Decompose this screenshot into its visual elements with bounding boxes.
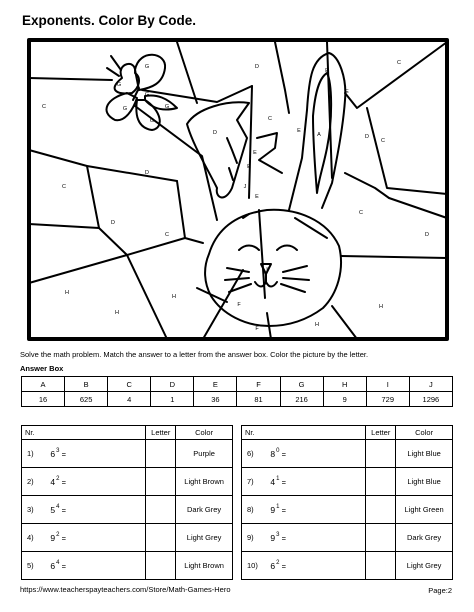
color-name: Light Blue (396, 468, 453, 496)
region-letter: C (268, 116, 272, 122)
region-line (29, 255, 127, 283)
expression-equals: = (61, 533, 66, 543)
expression-base: 8 (270, 448, 276, 459)
color-name: Light Blue (396, 440, 453, 468)
region-letter: D (111, 220, 115, 226)
region-letter: E (325, 68, 329, 74)
problem-row (242, 496, 453, 524)
region-line (99, 228, 167, 339)
region-letter: H (315, 322, 319, 328)
color-name: Dark Grey (176, 496, 233, 524)
problem-table-left (21, 425, 233, 580)
expression-equals: = (61, 561, 66, 571)
letter-answer-cell[interactable] (146, 524, 176, 552)
answer-letter-cell: B (65, 377, 108, 392)
expression-exponent: 1 (276, 475, 280, 482)
region-letter: D (255, 64, 259, 70)
problem-number: 1) (22, 440, 51, 468)
region-line (29, 150, 177, 181)
coloring-picture (27, 38, 449, 341)
region-line (29, 78, 112, 80)
expression-exponent: 4 (56, 559, 60, 566)
expression-exponent: 4 (56, 503, 60, 510)
problem-row (22, 440, 233, 468)
region-line (345, 173, 389, 198)
region-line (29, 166, 99, 228)
letter-answer-cell[interactable] (146, 496, 176, 524)
problem-row (242, 468, 453, 496)
expression-exponent: 0 (276, 447, 280, 454)
expression-base: 6 (50, 448, 56, 459)
region-letter: G (122, 106, 128, 112)
butterfly-drawing (106, 55, 177, 130)
region-letter: C (397, 60, 401, 66)
region-letter: A (317, 132, 321, 138)
region-letter: D (145, 170, 149, 176)
expression-equals: = (281, 505, 286, 515)
region-line (197, 288, 227, 302)
problem-expression (270, 440, 365, 468)
region-letter: H (115, 310, 119, 316)
answer-values-row (22, 392, 453, 407)
region-letter: D (425, 232, 429, 238)
problem-expression (50, 496, 145, 524)
letter-answer-cell[interactable] (366, 524, 396, 552)
expression-equals: = (281, 561, 286, 571)
region-letter: J (243, 184, 247, 190)
color-name: Light Green (396, 496, 453, 524)
region-letter: C (359, 210, 363, 216)
region-line (341, 256, 447, 258)
answer-letter-cell: H (323, 377, 366, 392)
bunny-head (205, 210, 341, 326)
expression-equals: = (61, 449, 66, 459)
expression-exponent: 2 (56, 531, 60, 538)
problem-number: 5) (22, 552, 51, 580)
region-letter: H (65, 290, 69, 296)
bunny-ear-divider (257, 133, 282, 173)
problem-number: 2) (22, 468, 51, 496)
problem-number: 4) (22, 524, 51, 552)
region-letter: G (149, 118, 155, 124)
region-letter: C (42, 104, 46, 110)
header-expression (50, 426, 145, 440)
region-letter: H (379, 304, 383, 310)
region-letter: H (172, 294, 176, 300)
bunny-mouth (255, 274, 277, 287)
problem-expression (270, 468, 365, 496)
region-letter: E (253, 150, 257, 156)
answer-box-table (21, 376, 453, 407)
problem-row (22, 552, 233, 580)
answer-letter-cell: A (22, 377, 65, 392)
expression-exponent: 2 (276, 559, 280, 566)
color-name: Light Brown (176, 552, 233, 580)
problem-expression (50, 552, 145, 580)
expression-exponent: 3 (276, 531, 280, 538)
problem-number: 7) (242, 468, 271, 496)
region-line (367, 108, 447, 194)
region-letter: E (345, 89, 349, 95)
answer-letter-cell: C (108, 377, 151, 392)
expression-equals: = (61, 505, 66, 515)
region-letter: C (62, 184, 66, 190)
problem-table-header (22, 426, 233, 440)
header-letter: Letter (146, 426, 176, 440)
color-name: Light Brown (176, 468, 233, 496)
answer-letter-cell: G (280, 377, 323, 392)
answer-letter-cell: D (151, 377, 194, 392)
region-letter: E (255, 194, 259, 200)
letter-answer-cell[interactable] (146, 552, 176, 580)
color-name: Light Grey (396, 552, 453, 580)
expression-equals: = (281, 449, 286, 459)
problem-row (22, 468, 233, 496)
answer-letter-cell: J (409, 377, 452, 392)
region-line (275, 42, 289, 113)
problem-expression (50, 468, 145, 496)
letter-answer-cell[interactable] (146, 468, 176, 496)
region-letter: D (365, 134, 369, 140)
instructions-text: Solve the math problem. Match the answer to a letter from the answer box. Color the picture by the letter. (20, 350, 369, 359)
problem-expression (50, 524, 145, 552)
expression-exponent: 1 (276, 503, 280, 510)
expression-equals: = (281, 533, 286, 543)
answer-letter-cell: E (194, 377, 237, 392)
coloring-picture-svg (27, 38, 449, 341)
region-letter: G (144, 64, 150, 70)
region-letter: C (165, 232, 169, 238)
problem-number: 6) (242, 440, 271, 468)
answer-value-cell: 625 (65, 392, 108, 407)
expression-exponent: 2 (56, 475, 60, 482)
color-name: Dark Grey (396, 524, 453, 552)
problem-row (22, 496, 233, 524)
page-title: Exponents. Color By Code. (22, 13, 197, 28)
region-letter: G (164, 104, 170, 110)
letter-answer-cell[interactable] (146, 440, 176, 468)
expression-base: 5 (50, 504, 56, 515)
region-letter: E (247, 164, 251, 170)
answer-value-cell: 1 (151, 392, 194, 407)
problem-expression (270, 552, 365, 580)
region-line (127, 238, 185, 255)
region-line (389, 198, 447, 218)
region-line (177, 181, 203, 243)
problem-row (242, 524, 453, 552)
region-letter: G (144, 92, 150, 98)
header-color: Color (176, 426, 233, 440)
color-name: Purple (176, 440, 233, 468)
answer-letter-cell: I (366, 377, 409, 392)
problem-expression (50, 440, 145, 468)
region-letter: G (116, 82, 122, 88)
header-expression (270, 426, 365, 440)
expression-base: 6 (50, 560, 56, 571)
expression-base: 9 (50, 532, 56, 543)
problem-number: 3) (22, 496, 51, 524)
answer-value-cell: 36 (194, 392, 237, 407)
bunny-right-eye (277, 246, 297, 251)
header-nr: Nr. (22, 426, 51, 440)
answer-value-cell: 81 (237, 392, 280, 407)
problem-row (242, 440, 453, 468)
bunny-left-eye (239, 246, 259, 251)
expression-equals: = (61, 477, 66, 487)
region-letter: C (381, 138, 385, 144)
region-letter: F (255, 326, 259, 332)
region-line (177, 42, 197, 103)
bunny-left-ear (187, 102, 249, 197)
region-letter: I (266, 267, 268, 273)
problem-expression (270, 496, 365, 524)
answer-value-cell: 216 (280, 392, 323, 407)
answer-value-cell: 4 (108, 392, 151, 407)
region-line (332, 306, 357, 339)
expression-base: 9 (270, 532, 276, 543)
problem-number: 9) (242, 524, 271, 552)
footer-url: https://www.teacherspayteachers.com/Store/Math-Games-Hero (20, 585, 231, 594)
answer-value-cell: 729 (366, 392, 409, 407)
letter-answer-cell[interactable] (366, 468, 396, 496)
region-letter: F (237, 302, 241, 308)
page-number: Page:2 (428, 586, 452, 595)
answer-letters-row (22, 377, 453, 392)
region-letter: D (213, 130, 217, 136)
region-line (142, 86, 252, 102)
problem-row (22, 524, 233, 552)
problem-table-header (242, 426, 453, 440)
expression-base: 4 (50, 476, 56, 487)
letter-answer-cell[interactable] (366, 552, 396, 580)
letter-answer-cell[interactable] (366, 496, 396, 524)
answer-letter-cell: F (237, 377, 280, 392)
answer-value-cell: 16 (22, 392, 65, 407)
expression-equals: = (281, 477, 286, 487)
problem-expression (270, 524, 365, 552)
expression-base: 6 (270, 560, 276, 571)
expression-exponent: 3 (56, 447, 60, 454)
answer-box-label: Answer Box (20, 364, 64, 373)
header-nr: Nr. (242, 426, 271, 440)
expression-base: 4 (270, 476, 276, 487)
expression-base: 9 (270, 504, 276, 515)
header-letter: Letter (366, 426, 396, 440)
problem-number: 10) (242, 552, 271, 580)
answer-value-cell: 9 (323, 392, 366, 407)
letter-answer-cell[interactable] (366, 440, 396, 468)
answer-value-cell: 1296 (409, 392, 452, 407)
region-line (345, 42, 447, 108)
region-letter: E (297, 128, 301, 134)
header-color: Color (396, 426, 453, 440)
problem-row (242, 552, 453, 580)
problem-table-right (241, 425, 453, 580)
problem-number: 8) (242, 496, 271, 524)
color-name: Light Grey (176, 524, 233, 552)
